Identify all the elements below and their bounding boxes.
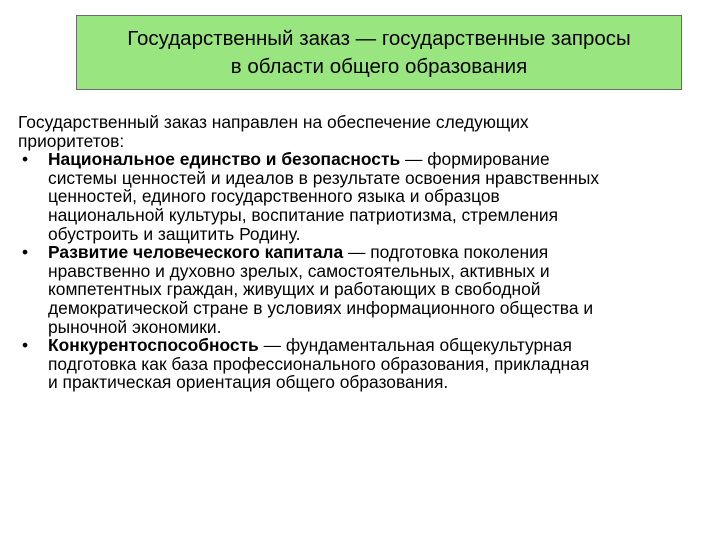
priority-text-line: обустроить и защитить Родину. [48, 223, 301, 244]
priority-text: — подготовка поколения [343, 242, 549, 263]
slide-title-line-1: Государственный заказ — государственные запросы [127, 26, 631, 50]
priority-first-line [48, 336, 714, 355]
priority-term: Развитие человеческого капитала [48, 242, 344, 263]
priority-item-national-unity [18, 150, 714, 243]
priority-term: Национальное единство и безопасность [48, 149, 401, 170]
priority-term: Конкурентоспособность [48, 335, 259, 356]
priority-text-line: рыночной экономики. [48, 316, 222, 337]
priority-text-line: системы ценностей и идеалов в результате освоения нравственных [48, 167, 600, 188]
priority-item-human-capital [18, 243, 714, 336]
priority-text: — формирование [400, 149, 550, 170]
priority-text-line: нравственно и духовно зрелых, самостоятельных, активных и [48, 260, 550, 281]
intro-paragraph [18, 113, 714, 150]
priority-first-line [48, 243, 714, 262]
intro-line: Государственный заказ направлен на обеспечение следующих [18, 112, 529, 132]
priority-text: — фундаментальная общекультурная [258, 335, 572, 356]
bullet-marker: • [22, 149, 29, 170]
priority-text-line: компетентных граждан, живущих и работающих в свободной [48, 279, 541, 300]
priority-list [18, 150, 714, 392]
slide-title-line-2: в области общего образования [230, 54, 528, 78]
priority-first-line [48, 150, 714, 169]
priority-text-line: национальной культуры, воспитание патриотизма, стремления [48, 204, 558, 225]
intro-line: приоритетов: [18, 130, 125, 151]
priority-text-line: подготовка как база профессионального образования, прикладная [48, 353, 590, 374]
priority-item-competitiveness [18, 336, 714, 392]
bullet-marker: • [22, 335, 29, 356]
slide-body [18, 113, 714, 392]
bullet-marker: • [22, 242, 29, 263]
priority-text-line: и практическая ориентация общего образования. [48, 372, 449, 393]
slide-title-box [76, 15, 682, 90]
priority-text-line: демократической стране в условиях информационного общества и [48, 297, 594, 318]
priority-text-line: ценностей, единого государственного языка и образцов [48, 186, 500, 207]
